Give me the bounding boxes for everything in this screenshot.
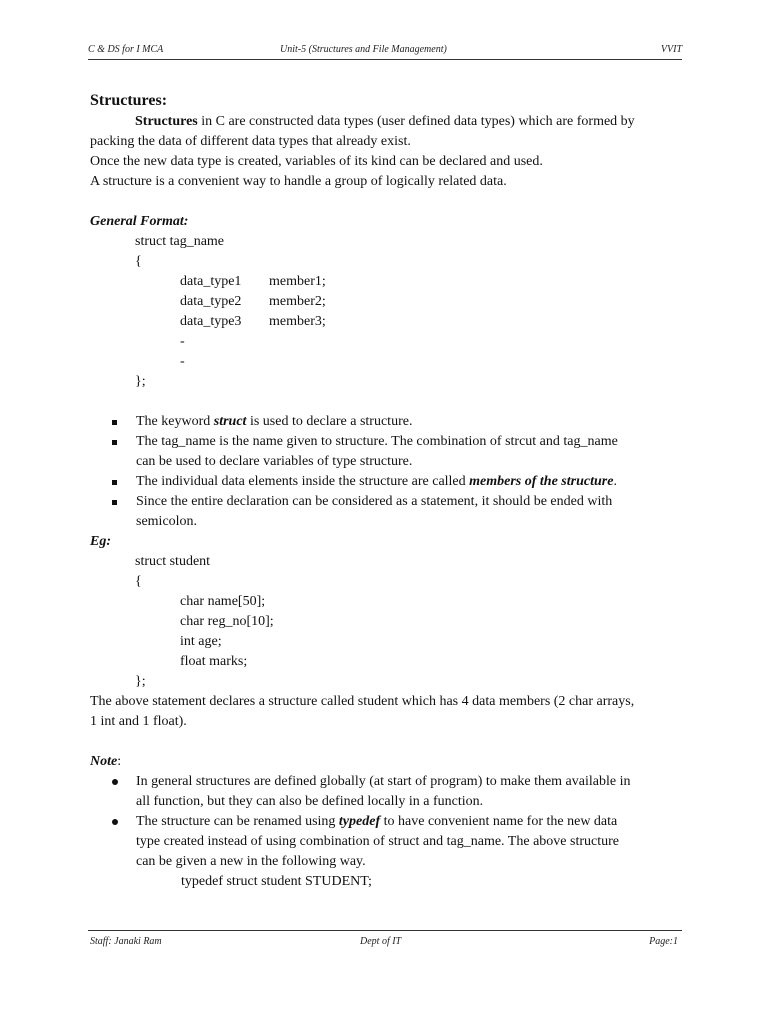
header-college: VVIT [660, 44, 682, 55]
square-bullet-icon [112, 500, 117, 505]
text: can be used to declare variables of type structure. [136, 454, 413, 469]
format-ellipsis-1: - [180, 334, 185, 349]
member-name: member2; [269, 294, 326, 309]
text: is used to declare a structure. [246, 414, 413, 429]
example-member-1: char name[50]; [180, 594, 266, 609]
page-header [88, 44, 682, 60]
list-item [90, 472, 682, 492]
keyword-struct: struct [213, 414, 247, 429]
text: The structure can be renamed using [136, 814, 339, 829]
intro-rest: in C are constructed data types (user defined data types) which are formed by [197, 114, 635, 129]
format-struct-line: struct tag_name [135, 234, 225, 249]
footer-staff: Staff: Janaki Ram [90, 936, 162, 947]
footer-page-number: Page:1 [649, 936, 678, 947]
format-open-brace: { [135, 254, 142, 269]
text: Since the entire declaration can be considered as a statement, it should be ended with [136, 494, 613, 509]
format-ellipsis-2: - [180, 354, 185, 369]
format-member-2 [90, 292, 682, 312]
round-bullet-icon [112, 819, 118, 825]
text [136, 812, 682, 832]
typedef-code-line: typedef struct student STUDENT; [181, 874, 372, 889]
text: In general structures are defined globally (at start of program) to make them available in [136, 774, 631, 789]
struct-rules-list [90, 412, 682, 532]
note-colon: : [117, 754, 122, 769]
example-member-4: float marks; [180, 654, 248, 669]
round-bullet-icon [112, 779, 118, 785]
note-heading [90, 752, 682, 772]
member-name: member1; [269, 274, 326, 289]
intro-line-4: A structure is a convenient way to handle a group of logically related data. [90, 174, 507, 189]
example-member-2: char reg_no[10]; [180, 614, 274, 629]
example-struct-line: struct student [135, 554, 211, 569]
footer-rule [88, 930, 682, 931]
list-item [90, 432, 682, 472]
example-member-3: int age; [180, 634, 222, 649]
format-close-brace: }; [135, 374, 146, 389]
note-list [90, 772, 682, 892]
page-footer [88, 936, 682, 952]
member-type: data_type2 [180, 294, 242, 309]
list-item [90, 412, 682, 432]
text: . [613, 474, 617, 489]
text: to have convenient name for the new data [380, 814, 618, 829]
member-type: data_type1 [180, 274, 242, 289]
intro-term: Structures [135, 114, 198, 129]
example-desc-2: 1 int and 1 float). [90, 714, 187, 729]
intro-line-3: Once the new data type is created, variables of its kind can be declared and used. [90, 154, 543, 169]
square-bullet-icon [112, 440, 117, 445]
keyword-typedef: typedef [338, 814, 381, 829]
square-bullet-icon [112, 480, 117, 485]
text: The keyword [136, 414, 214, 429]
header-course: C & DS for I MCA [88, 44, 164, 55]
list-item [90, 492, 682, 532]
footer-dept: Dept of IT [360, 936, 402, 947]
page-title: Structures: [90, 92, 168, 109]
list-item [90, 812, 682, 892]
header-unit: Unit-5 (Structures and File Management) [280, 44, 447, 55]
header-rule [88, 59, 682, 60]
format-member-1 [90, 272, 682, 292]
emphasis-members: members of the structure [469, 474, 614, 489]
note-label: Note [90, 754, 118, 769]
text: can be given a new in the following way. [136, 854, 366, 869]
example-close-brace: }; [135, 674, 146, 689]
example-open-brace: { [135, 574, 142, 589]
text: type created instead of using combination of struct and tag_name. The above structure [136, 834, 619, 849]
text: The individual data elements inside the structure are called [136, 474, 470, 489]
list-item [90, 772, 682, 812]
intro-line-2: packing the data of different data types that already exist. [90, 134, 411, 149]
intro-line-1 [90, 112, 682, 132]
page-content [90, 90, 682, 892]
text: semicolon. [136, 514, 198, 529]
member-type: data_type3 [180, 314, 242, 329]
general-format-heading: General Format: [90, 214, 189, 229]
example-heading: Eg: [90, 534, 111, 549]
example-desc-1: The above statement declares a structure called student which has 4 data members (2 char arrays, [90, 694, 635, 709]
text: The tag_name is the name given to structure. The combination of strcut and tag_name [136, 434, 618, 449]
square-bullet-icon [112, 420, 117, 425]
text: all function, but they can also be defined locally in a function. [136, 794, 484, 809]
member-name: member3; [269, 314, 326, 329]
format-member-3 [90, 312, 682, 332]
